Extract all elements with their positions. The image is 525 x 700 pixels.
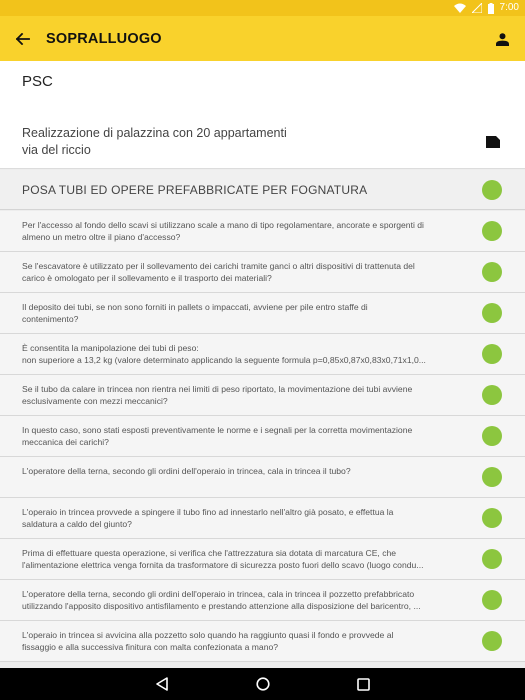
triangle-back-icon bbox=[156, 677, 168, 691]
item-status-indicator[interactable] bbox=[482, 590, 502, 610]
document-code: PSC bbox=[22, 73, 53, 90]
checklist-item-text: L'operaio in trincea provvede a spingere il tubo fino ad innestarlo nell'altro già posato, e effettua la saldatura a caldo del giunto? bbox=[22, 507, 394, 529]
item-status-indicator[interactable] bbox=[482, 262, 502, 282]
checklist-item[interactable] bbox=[0, 211, 525, 252]
account-button[interactable] bbox=[491, 28, 513, 50]
checklist-item[interactable] bbox=[0, 375, 525, 416]
checklist-item-text: È consentita la manipolazione dei tubi di peso: non superiore a 13,2 kg (valore determinato applicando la seguente formula p=0,85x0,87x0,83x0,71x1,0... bbox=[22, 343, 426, 365]
checklist-item-text: Prima di effettuare questa operazione, si verifica che l'attrezzatura sia dotata di marcatura CE, che l'alimentazione elettrica venga fornita da trasformatore di sicurezza posto fuori dello scavo (luogo condu... bbox=[22, 548, 424, 570]
checklist-item-text: Il deposito dei tubi, se non sono forniti in pallets o impaccati, avviene per pile entro staffe di contenimento? bbox=[22, 302, 368, 324]
nav-back-button[interactable] bbox=[154, 676, 170, 692]
arrow-left-icon bbox=[16, 33, 30, 45]
checklist-item-text: In questo caso, sono stati esposti preventivamente le norme e i segnali per la corretta movimentazione meccanica dei carichi? bbox=[22, 425, 413, 447]
checklist-item[interactable] bbox=[0, 293, 525, 334]
checklist-item-text: Se l'escavatore è utilizzato per il sollevamento dei carichi tramite ganci o altri dispositivi di trattenuta del carico è omologato per il sollevamento e il trasporto dei materiali? bbox=[22, 261, 415, 283]
back-button[interactable] bbox=[0, 16, 46, 61]
checklist-item[interactable] bbox=[0, 621, 525, 662]
checklist-item[interactable] bbox=[0, 580, 525, 621]
item-status-indicator[interactable] bbox=[482, 303, 502, 323]
signal-icon bbox=[472, 3, 482, 13]
wifi-icon bbox=[454, 3, 466, 13]
status-icons bbox=[454, 1, 519, 15]
item-status-indicator[interactable] bbox=[482, 549, 502, 569]
section-title: POSA TUBI ED OPERE PREFABBRICATE PER FOGNATURA bbox=[22, 183, 368, 197]
status-time: 7:00 bbox=[499, 2, 519, 13]
checklist-item[interactable] bbox=[0, 252, 525, 293]
status-bar bbox=[0, 0, 525, 16]
item-status-indicator[interactable] bbox=[482, 467, 502, 487]
checklist bbox=[0, 211, 525, 662]
page-title: SOPRALLUOGO bbox=[46, 30, 162, 47]
checklist-item-text: L'operaio in trincea si avvicina alla pozzetto solo quando ha raggiunto quasi il fondo e provvede al fissaggio e alla successiva finitura con malta confezionata a mano? bbox=[22, 630, 394, 652]
checklist-item[interactable] bbox=[0, 539, 525, 580]
navigation-bar bbox=[0, 668, 525, 700]
circle-home-icon bbox=[256, 677, 270, 691]
checklist-item[interactable] bbox=[0, 457, 525, 498]
item-status-indicator[interactable] bbox=[482, 344, 502, 364]
checklist-item-text: L'operatore della terna, secondo gli ordini dell'operaio in trincea, cala in trincea il tubo? bbox=[22, 466, 351, 476]
save-button[interactable] bbox=[486, 135, 504, 153]
person-icon bbox=[496, 33, 509, 46]
save-icon bbox=[486, 136, 500, 148]
checklist-item-text: Per l'accesso al fondo dello scavi si utilizzano scale a mano di tipo regolamentare, ancorate e sporgenti di almeno un metro oltre il piano d'accesso? bbox=[22, 220, 424, 242]
nav-home-button[interactable] bbox=[255, 676, 271, 692]
site-header-card bbox=[0, 61, 525, 169]
battery-icon bbox=[488, 3, 494, 14]
square-recents-icon bbox=[357, 678, 370, 691]
checklist-item-text: L'operatore della terna, secondo gli ordini dell'operaio in trincea, cala in trincea il pozzetto prefabbricato utilizzando l'apposito dispositivo antisfilamento e prestando attenzione alla disposizione del baricentro, ... bbox=[22, 589, 421, 611]
item-status-indicator[interactable] bbox=[482, 631, 502, 651]
site-description: Realizzazione di palazzina con 20 appartamenti via del riccio bbox=[22, 126, 287, 157]
checklist-item[interactable] bbox=[0, 334, 525, 375]
item-status-indicator[interactable] bbox=[482, 426, 502, 446]
nav-recents-button[interactable] bbox=[356, 676, 372, 692]
checklist-item[interactable] bbox=[0, 416, 525, 457]
item-status-indicator[interactable] bbox=[482, 221, 502, 241]
item-status-indicator[interactable] bbox=[482, 508, 502, 528]
app-bar bbox=[0, 16, 525, 61]
section-status-indicator[interactable] bbox=[482, 180, 502, 200]
checklist-item[interactable] bbox=[0, 498, 525, 539]
checklist-item-text: Se il tubo da calare in trincea non rientra nei limiti di peso riportato, la movimentazione dei tubi avviene esclusivamente con mezzi meccanici? bbox=[22, 384, 413, 406]
section-header[interactable] bbox=[0, 170, 525, 210]
item-status-indicator[interactable] bbox=[482, 385, 502, 405]
